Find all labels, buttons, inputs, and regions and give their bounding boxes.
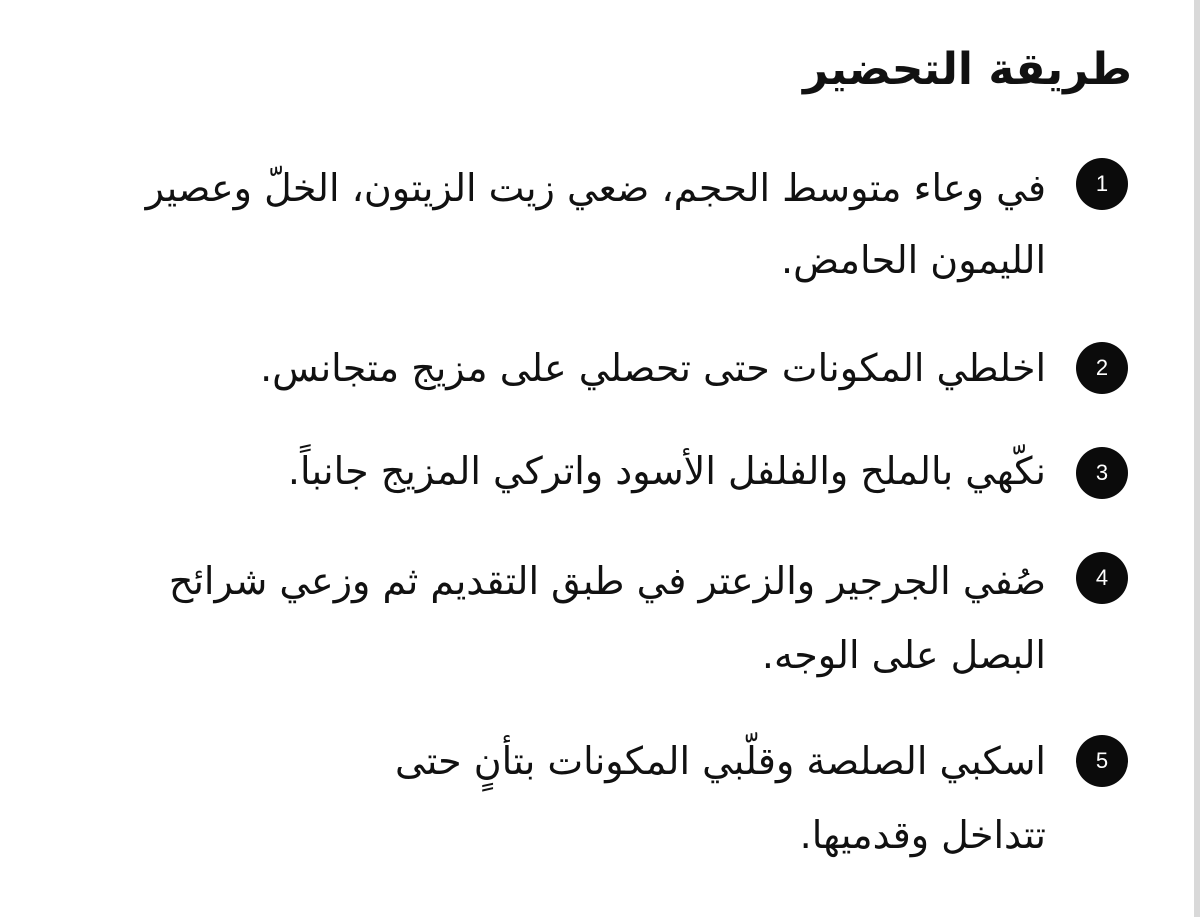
step-text-line: البصل على الوجه.: [761, 633, 1046, 677]
step-text-line: اخلطي المكونات حتى تحصلي على مزيج متجانس.: [260, 346, 1046, 390]
step-number-badge: 1: [1076, 158, 1128, 210]
step-number-badge: 4: [1076, 552, 1128, 604]
step-text-line: في وعاء متوسط الحجم، ضعي زيت الزيتون، الخلّ وعصير: [145, 166, 1046, 210]
page-edge-divider: [1194, 0, 1200, 917]
step-number-badge: 2: [1076, 342, 1128, 394]
step-number-badge: 5: [1076, 735, 1128, 787]
step-number-badge: 3: [1076, 447, 1128, 499]
step-text-line: صُفي الجرجير والزعتر في طبق التقديم ثم وزعي شرائح: [168, 559, 1046, 603]
step-text-line: نكّهي بالملح والفلفل الأسود واتركي المزيج جانباً.: [287, 449, 1046, 493]
section-title: طريقة التحضير: [803, 44, 1132, 95]
step-text-line: الليمون الحامض.: [781, 238, 1046, 282]
step-text-line: اسكبي الصلصة وقلّبي المكونات بتأنٍ حتى: [395, 739, 1046, 783]
step-text-line: تتداخل وقدميها.: [799, 813, 1046, 857]
